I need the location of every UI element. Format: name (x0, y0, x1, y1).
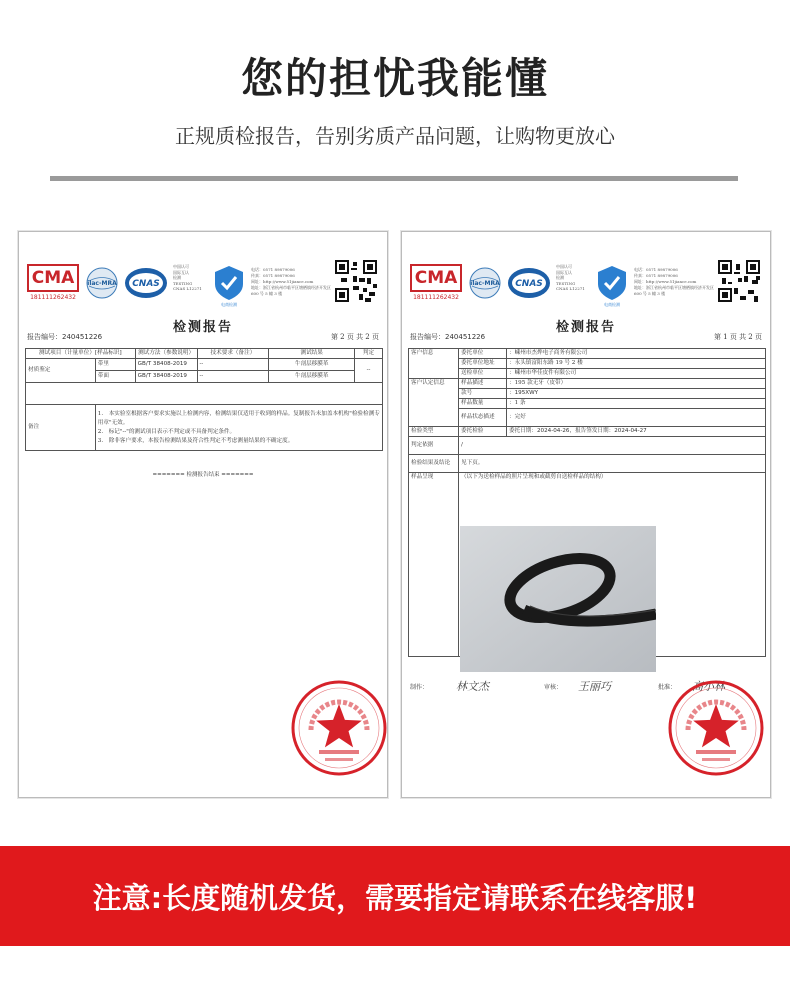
table-cell: 样品呈现 (409, 473, 459, 657)
table-cell: 委托单位 (459, 349, 507, 359)
sign-label-maker: 制作： (410, 684, 429, 691)
cma-logo-icon: CMA 181111262432 (27, 264, 79, 310)
report-title: 检测报告 (555, 320, 616, 335)
remarks-row (26, 405, 383, 451)
table-row (26, 359, 383, 371)
remarks-label: 备注 (26, 405, 96, 451)
svg-text:电商检测: 电商检测 (604, 302, 620, 307)
section-label-client: 客户信息 (409, 349, 459, 379)
cnas-logo-icon (123, 266, 169, 300)
ilac-mra-logo-icon (85, 266, 119, 300)
table-cell: -- (197, 371, 269, 383)
table-cell: （以下为送检样品的照片呈现和或截剪自送检样品的结构） (459, 473, 766, 657)
signature-maker: 林文杰 (456, 680, 489, 693)
table-cell: 带面 (95, 371, 135, 383)
table-row (409, 409, 766, 427)
report-meta-row (27, 332, 379, 344)
report-meta-row (410, 332, 762, 344)
page-headline: 您的担忧我能懂 (240, 54, 549, 103)
table-cell: 委托检验 (459, 427, 507, 437)
shield-check-icon (211, 264, 247, 308)
table-row (409, 399, 766, 409)
table-row (409, 437, 766, 455)
lab-contact-info: 电话：0571 89879006 传真：0571 89879006 网址：http://www.51jiance.com 地址：浙江省杭州市临平区塘栖镇经济开发区 600 号 5 幢 3 楼 (634, 267, 714, 296)
svg-text:CNAS: CNAS (132, 279, 160, 289)
table-cell: -- (197, 359, 269, 371)
svg-text:CNAS: CNAS (515, 279, 543, 289)
table-header-cell: 测试结果 (269, 349, 355, 359)
qr-code-icon (718, 260, 760, 302)
report-end-mark: ======= 检测报告结束 ======= (152, 472, 254, 478)
svg-text:电商检测: 电商检测 (221, 302, 237, 307)
table-cell: ：完好 (507, 409, 766, 427)
ilac-mra-logo-icon (468, 266, 502, 300)
table-row (409, 389, 766, 399)
report-title: 检测报告 (172, 320, 233, 335)
inspection-report-page-1 (401, 231, 771, 798)
table-cell: 判定依据 (409, 437, 459, 455)
table-cell: ：195XWY (507, 389, 766, 399)
qr-code-icon (335, 260, 377, 302)
table-cell: 检验类型 (409, 427, 459, 437)
table-row (409, 349, 766, 359)
table-cell: ：嵊州市华佳皮件有限公司 (507, 369, 766, 379)
remarks-content (95, 405, 382, 451)
table-cell (26, 383, 383, 405)
page-subheadline: 正规质检报告，告别劣质产品问题，让购物更放心 (175, 124, 615, 148)
table-cell: 见下页。 (459, 455, 766, 473)
table-cell: 委托单位地址 (459, 359, 507, 369)
table-header-cell: 测试方法（参数说明） (135, 349, 197, 359)
section-label-sample: 客户认定信息 (409, 379, 459, 427)
report-number: 报告编号：240451226 (410, 333, 486, 341)
certification-logos (410, 264, 720, 310)
sign-label-reviewer: 审核： (544, 684, 563, 691)
remark-item: 3. 除非客户要求，本报告检测结果及符合性判定不考虑测量结果的不确定度。 (97, 437, 294, 444)
table-cell: ：1 条 (507, 399, 766, 409)
table-header-cell: 测试项目（计量单位）[样品标识] (26, 349, 136, 359)
signature-approver: 高小林 (692, 680, 725, 693)
remark-item: 2. 标记"--"的测试项目表示不判定或不具备判定条件。 (97, 428, 236, 435)
report-page-number: 第 1 页 共 2 页 (713, 333, 762, 341)
svg-text:ilac-MRA: ilac-MRA (470, 280, 500, 287)
table-header-cell: 判定 (355, 349, 383, 359)
table-header-row (26, 349, 383, 359)
table-cell: 送检单位 (459, 369, 507, 379)
accreditation-text: 中国认可 国际互认 检测 TESTING CNAS L12271 (556, 264, 585, 292)
belt-image (460, 526, 656, 672)
cma-logo-icon: CMA 181111262432 (410, 264, 462, 310)
table-cell: 样品数量 (459, 399, 507, 409)
inspection-report-page-2 (18, 231, 388, 798)
table-cell: 款号 (459, 389, 507, 399)
cnas-logo-icon (506, 266, 552, 300)
table-row (26, 383, 383, 405)
table-cell: 样品状态描述 (459, 409, 507, 427)
table-cell: -- (355, 359, 383, 383)
table-cell: ：嵊州市杰烨电子商务有限公司 (507, 349, 766, 359)
table-cell: 委托日期：2024-04-26，报告签发日期：2024-04-27 (507, 427, 766, 437)
signature-reviewer: 王丽巧 (578, 680, 611, 693)
red-star-icon (316, 704, 362, 747)
test-results-table (25, 348, 383, 451)
official-red-stamp (289, 678, 389, 778)
table-header-cell: 技术要求（备注） (197, 349, 269, 359)
table-cell: ：195 款无牙（皮带） (507, 379, 766, 389)
table-cell: ：永头镇富阳东路 19 号 2 楼 (507, 359, 766, 369)
table-cell: / (459, 437, 766, 455)
table-cell: 材质鉴定 (26, 359, 96, 383)
table-row (409, 359, 766, 369)
table-row (409, 379, 766, 389)
report-page-number: 第 2 页 共 2 页 (330, 333, 379, 341)
table-cell: 牛剖层移膜革 (269, 371, 355, 383)
remark-item: 1. 本实验室根据客户要求实施以上检测内容，检测结果仅适用于收到的样品。复制报告未加盖本机构"检验检测专用章"无效。 (97, 410, 380, 426)
sign-label-approver: 批准： (658, 684, 677, 691)
table-cell: 带里 (95, 359, 135, 371)
table-cell: 样品描述 (459, 379, 507, 389)
shield-check-icon (594, 264, 630, 308)
official-red-stamp (666, 678, 766, 778)
table-row (409, 369, 766, 379)
red-star-icon (693, 704, 739, 747)
svg-text:ilac-MRA: ilac-MRA (87, 280, 117, 287)
section-divider (50, 176, 738, 181)
sample-belt-photo (460, 526, 656, 672)
certification-logos (27, 264, 337, 310)
table-row (409, 455, 766, 473)
notice-banner (0, 846, 790, 946)
report-number: 报告编号：240451226 (27, 333, 103, 341)
table-cell: 检验结果及结论 (409, 455, 459, 473)
lab-contact-info: 电话：0571 89879006 传真：0571 89879006 网址：http://www.51jiance.com 地址：浙江省杭州市临平区塘栖镇经济开发区 600 号 5 幢 3 楼 (251, 267, 331, 296)
table-cell: GB/T 38408-2019 (135, 359, 197, 371)
table-cell: GB/T 38408-2019 (135, 371, 197, 383)
accreditation-text: 中国认可 国际互认 检测 TESTING CNAS L12271 (173, 264, 202, 292)
table-cell: 牛剖层移膜革 (269, 359, 355, 371)
notice-text: 注意:长度随机发货，需要指定请联系在线客服! (92, 881, 698, 915)
table-row (409, 427, 766, 437)
